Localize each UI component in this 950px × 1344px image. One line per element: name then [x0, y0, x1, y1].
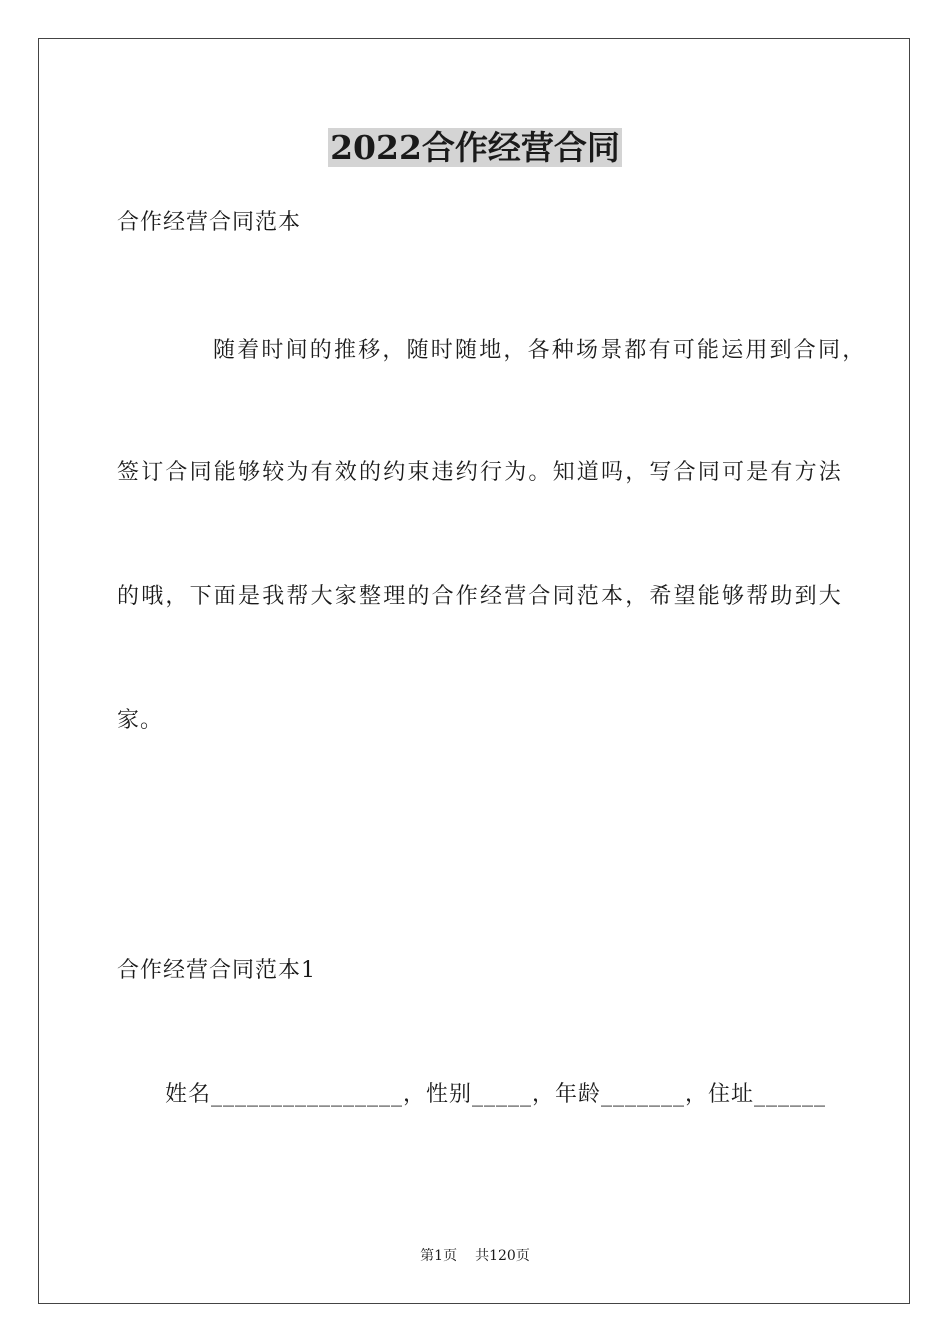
- document-title-text: 2022合作经营合同: [330, 128, 620, 167]
- page-number-total: 共120页: [475, 1248, 530, 1264]
- intro-line-4: 家。: [117, 708, 164, 733]
- page-footer: [0, 1246, 950, 1266]
- section-heading: 合作经营合同范本1: [117, 958, 316, 983]
- document-title: [0, 126, 950, 170]
- document-subtitle: 合作经营合同范本: [117, 210, 302, 235]
- personal-info-fields: 姓名________________，性别_____，年龄_______，住址______: [165, 1082, 827, 1107]
- intro-line-1: 随着时间的推移，随时随地，各种场景都有可能运用到合同，: [213, 338, 867, 363]
- intro-line-3: 的哦，下面是我帮大家整理的合作经营合同范本，希望能够帮助到大: [117, 584, 844, 609]
- page-number-current: 第1页: [420, 1248, 458, 1264]
- intro-line-2: 签订合同能够较为有效的约束违约行为。知道吗，写合同可是有方法: [117, 460, 844, 485]
